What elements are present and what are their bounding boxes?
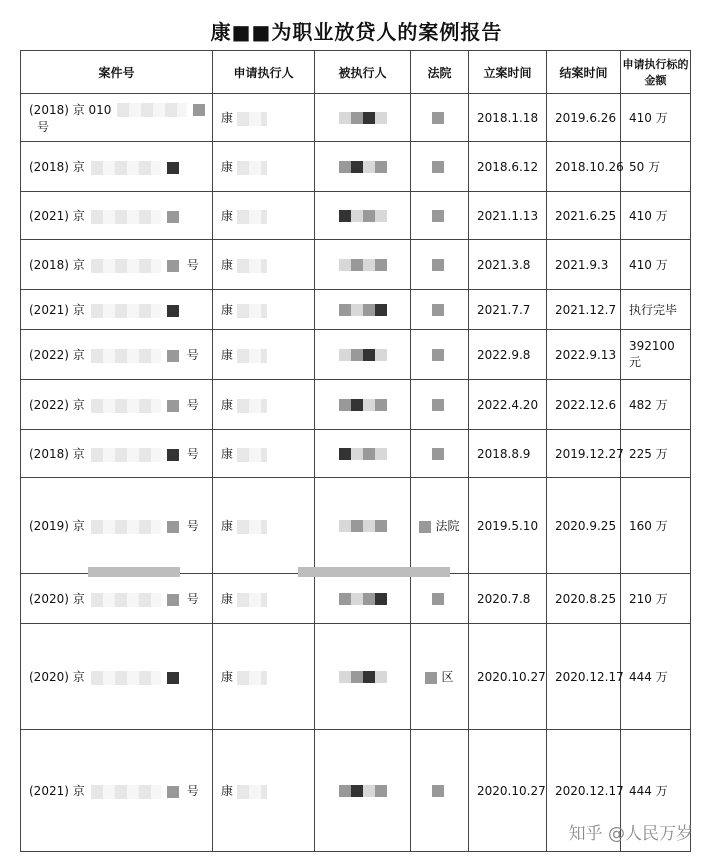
filed-date-cell: 2020.7.8 [469, 574, 547, 624]
applicant-text: 康 [221, 258, 234, 272]
redacted-block [339, 785, 351, 797]
respondent-cell [315, 624, 411, 730]
redacted-block [363, 349, 375, 361]
closed-date-cell: 2020.12.17 [547, 624, 621, 730]
applicant-cell [213, 240, 315, 290]
redacted-block [167, 594, 179, 606]
redacted-block [375, 349, 387, 361]
respondent-redacted [339, 592, 387, 606]
filed-date-cell: 2019.5.10 [469, 478, 547, 574]
applicant-text: 康 [221, 447, 234, 461]
respondent-cell [315, 290, 411, 330]
redacted-block [375, 399, 387, 411]
redacted-block [363, 785, 375, 797]
filed-date-cell: 2022.4.20 [469, 380, 547, 430]
redacted-block [351, 210, 363, 222]
filed-date-cell: 2018.6.12 [469, 142, 547, 192]
redacted-block [237, 593, 267, 607]
respondent-redacted [339, 258, 387, 272]
redacted-block [237, 210, 267, 224]
case-number-text: (2018) 京 010 [29, 102, 112, 117]
respondent-redacted [339, 398, 387, 412]
amount-cell: 392100 元 [621, 330, 691, 380]
redacted-block [375, 520, 387, 532]
table-row [21, 574, 691, 624]
redacted-block [237, 399, 267, 413]
redacted-block [351, 671, 363, 683]
case-number-suffix: 号 [186, 447, 199, 461]
court-cell [411, 430, 469, 478]
applicant-cell [213, 730, 315, 852]
redacted-block [432, 112, 444, 124]
closed-date-cell: 2022.9.13 [547, 330, 621, 380]
redacted-block [91, 593, 161, 607]
applicant-text: 康 [221, 592, 234, 606]
redacted-block [351, 259, 363, 271]
redacted-block [375, 785, 387, 797]
respondent-redacted [339, 160, 387, 174]
amount-cell: 444 万 [621, 730, 691, 852]
amount-cell: 执行完毕 [621, 290, 691, 330]
applicant-cell [213, 624, 315, 730]
case-number-text: (2022) 京 [29, 348, 85, 362]
case-number-text: (2021) 京 [29, 784, 85, 798]
redacted-block [351, 349, 363, 361]
redacted-block [363, 112, 375, 124]
redacted-block [339, 210, 351, 222]
redacted-block [91, 304, 161, 318]
amount-cell: 225 万 [621, 430, 691, 478]
redacted-block [167, 449, 179, 461]
redacted-block [363, 259, 375, 271]
redacted-block [375, 448, 387, 460]
amount-cell: 50 万 [621, 142, 691, 192]
redacted-block [351, 593, 363, 605]
redacted-block [91, 520, 161, 534]
filed-date-cell: 2022.9.8 [469, 330, 547, 380]
watermark: 知乎 @人民万岁 [568, 824, 693, 844]
case-number-text: (2020) 京 [29, 670, 85, 684]
case-number-text: (2018) 京 [29, 160, 85, 174]
redacted-block [363, 210, 375, 222]
closed-date-cell: 2021.12.7 [547, 290, 621, 330]
redacted-block [375, 259, 387, 271]
court-cell [411, 730, 469, 852]
applicant-text: 康 [221, 398, 234, 412]
redacted-block [193, 104, 205, 116]
redacted-block [167, 305, 179, 317]
redacted-block [363, 399, 375, 411]
applicant-cell [213, 380, 315, 430]
respondent-cell [315, 730, 411, 852]
redacted-block [363, 671, 375, 683]
applicant-cell [213, 94, 315, 142]
applicant-text: 康 [221, 303, 234, 317]
respondent-cell [315, 330, 411, 380]
case-number-suffix: 号 [186, 258, 199, 272]
applicant-text: 康 [221, 670, 234, 684]
amount-cell: 410 万 [621, 192, 691, 240]
applicant-cell [213, 192, 315, 240]
redacted-block [432, 304, 444, 316]
redacted-block [237, 671, 267, 685]
redacted-block [167, 162, 179, 174]
redacted-block [432, 399, 444, 411]
amount-cell: 482 万 [621, 380, 691, 430]
case-number-suffix: 号 [186, 348, 199, 362]
redacted-block [117, 103, 187, 117]
closed-date-cell: 2019.6.26 [547, 94, 621, 142]
case-number-text: (2018) 京 [29, 447, 85, 461]
respondent-redacted [339, 209, 387, 223]
case-number-suffix: 号 [186, 784, 199, 798]
redacted-block [339, 112, 351, 124]
redacted-block [91, 349, 161, 363]
applicant-text: 康 [221, 784, 234, 798]
respondent-redacted [339, 670, 387, 684]
redacted-block [432, 448, 444, 460]
filed-date-cell: 2021.7.7 [469, 290, 547, 330]
redacted-block [167, 211, 179, 223]
redacted-block [237, 520, 267, 534]
court-cell [411, 330, 469, 380]
applicant-cell [213, 478, 315, 574]
respondent-cell [315, 142, 411, 192]
case-number-cell [21, 192, 213, 240]
table-row [21, 142, 691, 192]
redacted-block [339, 304, 351, 316]
redacted-block [375, 671, 387, 683]
closed-date-cell: 2020.8.25 [547, 574, 621, 624]
redacted-block [91, 399, 161, 413]
applicant-text: 康 [221, 160, 234, 174]
table-row [21, 94, 691, 142]
applicant-cell [213, 142, 315, 192]
redacted-block [91, 210, 161, 224]
amount-cell: 410 万 [621, 240, 691, 290]
redaction-bar-left [88, 567, 180, 577]
case-table [20, 50, 691, 852]
respondent-redacted [339, 519, 387, 533]
respondent-redacted [339, 447, 387, 461]
redacted-block [167, 521, 179, 533]
redacted-block [167, 400, 179, 412]
redacted-block [351, 304, 363, 316]
redacted-block [432, 210, 444, 222]
applicant-text: 康 [221, 519, 234, 533]
case-number-cell [21, 574, 213, 624]
redacted-block [375, 593, 387, 605]
redacted-block [432, 161, 444, 173]
closed-date-cell: 2022.12.6 [547, 380, 621, 430]
table-row [21, 430, 691, 478]
redacted-block [339, 161, 351, 173]
redacted-block [351, 161, 363, 173]
case-number-cell [21, 478, 213, 574]
redacted-block [339, 259, 351, 271]
closed-date-cell: 2019.12.27 [547, 430, 621, 478]
court-text: 法院 [435, 519, 460, 533]
redacted-block [167, 350, 179, 362]
header-closed-date: 结案时间 [547, 51, 621, 94]
redacted-block [351, 112, 363, 124]
respondent-redacted [339, 784, 387, 798]
table-row [21, 624, 691, 730]
case-number-cell [21, 290, 213, 330]
table-row [21, 290, 691, 330]
redacted-block [351, 399, 363, 411]
table-row [21, 330, 691, 380]
header-respondent: 被执行人 [315, 51, 411, 94]
court-cell [411, 142, 469, 192]
redacted-block [91, 259, 161, 273]
table-row [21, 478, 691, 574]
redacted-block [351, 785, 363, 797]
applicant-cell [213, 330, 315, 380]
applicant-text: 康 [221, 348, 234, 362]
redacted-block [237, 304, 267, 318]
redacted-block [339, 349, 351, 361]
redacted-block [167, 260, 179, 272]
redacted-block [363, 304, 375, 316]
case-number-suffix: 号 [186, 398, 199, 412]
redacted-block [425, 672, 437, 684]
applicant-cell [213, 290, 315, 330]
case-number-text: (2021) 京 [29, 209, 85, 223]
case-number-text: (2021) 京 [29, 303, 85, 317]
redacted-block [363, 448, 375, 460]
redacted-block [339, 671, 351, 683]
redacted-block [375, 112, 387, 124]
court-cell [411, 240, 469, 290]
redacted-block [237, 785, 267, 799]
case-number-text: (2022) 京 [29, 398, 85, 412]
applicant-text: 康 [221, 209, 234, 223]
court-cell [411, 478, 469, 574]
document-title: 康■■为职业放贷人的案例报告 [210, 20, 503, 44]
header-applicant: 申请执行人 [213, 51, 315, 94]
redacted-block [432, 259, 444, 271]
header-amount: 申请执行标的金额 [621, 51, 691, 94]
case-number-cell [21, 430, 213, 478]
closed-date-cell: 2021.9.3 [547, 240, 621, 290]
redacted-block [167, 786, 179, 798]
header-filed-date: 立案时间 [469, 51, 547, 94]
redacted-block [351, 520, 363, 532]
table-row [21, 240, 691, 290]
case-number-cell [21, 330, 213, 380]
court-cell [411, 574, 469, 624]
redacted-block [91, 161, 161, 175]
filed-date-cell: 2020.10.27 [469, 624, 547, 730]
respondent-cell [315, 574, 411, 624]
redacted-block [237, 161, 267, 175]
applicant-text: 康 [221, 111, 234, 125]
redacted-block [91, 785, 161, 799]
case-number-cell [21, 730, 213, 852]
case-number-suffix: 号 [186, 519, 199, 533]
applicant-cell [213, 574, 315, 624]
case-number-cell [21, 624, 213, 730]
redacted-block [432, 593, 444, 605]
amount-cell: 444 万 [621, 624, 691, 730]
filed-date-cell: 2021.1.13 [469, 192, 547, 240]
redacted-block [237, 448, 267, 462]
redacted-block [339, 448, 351, 460]
redacted-block [339, 520, 351, 532]
table-header-row [21, 51, 691, 94]
respondent-cell [315, 94, 411, 142]
respondent-cell [315, 240, 411, 290]
court-cell [411, 94, 469, 142]
redacted-block [351, 448, 363, 460]
filed-date-cell: 2021.3.8 [469, 240, 547, 290]
case-number-cell [21, 142, 213, 192]
court-cell [411, 624, 469, 730]
redaction-bar-right [298, 567, 450, 577]
case-number-cell [21, 240, 213, 290]
redacted-block [363, 520, 375, 532]
amount-cell: 160 万 [621, 478, 691, 574]
court-cell [411, 290, 469, 330]
redacted-block [339, 593, 351, 605]
redacted-block [375, 210, 387, 222]
amount-cell: 410 万 [621, 94, 691, 142]
amount-cell: 210 万 [621, 574, 691, 624]
closed-date-cell: 2021.6.25 [547, 192, 621, 240]
redacted-block [432, 349, 444, 361]
redacted-block [91, 448, 161, 462]
case-number-suffix: 号 [186, 592, 199, 606]
case-number-cell [21, 94, 213, 142]
closed-date-cell: 2020.12.17 [547, 730, 621, 852]
redacted-block [375, 304, 387, 316]
respondent-cell [315, 192, 411, 240]
court-cell [411, 192, 469, 240]
redacted-block [91, 671, 161, 685]
filed-date-cell: 2020.10.27 [469, 730, 547, 852]
closed-date-cell: 2018.10.26 [547, 142, 621, 192]
redacted-block [375, 161, 387, 173]
redacted-block [237, 349, 267, 363]
case-number-text: (2018) 京 [29, 258, 85, 272]
filed-date-cell: 2018.8.9 [469, 430, 547, 478]
respondent-cell [315, 430, 411, 478]
respondent-redacted [339, 111, 387, 125]
case-number-text: (2019) 京 [29, 519, 85, 533]
respondent-redacted [339, 348, 387, 362]
court-cell [411, 380, 469, 430]
redacted-block [363, 161, 375, 173]
redacted-block [432, 785, 444, 797]
case-number-suffix: 号 [37, 119, 50, 134]
redacted-block [339, 399, 351, 411]
redacted-block [167, 672, 179, 684]
respondent-cell [315, 478, 411, 574]
redacted-block [237, 259, 267, 273]
closed-date-cell: 2020.9.25 [547, 478, 621, 574]
redacted-block [363, 593, 375, 605]
redacted-block [419, 521, 431, 533]
applicant-cell [213, 430, 315, 478]
respondent-redacted [339, 303, 387, 317]
court-text: 区 [441, 670, 454, 684]
header-court: 法院 [411, 51, 469, 94]
redacted-block [237, 112, 267, 126]
case-number-text: (2020) 京 [29, 592, 85, 606]
table-row [21, 192, 691, 240]
case-number-cell [21, 380, 213, 430]
table-row [21, 380, 691, 430]
header-case-number: 案件号 [21, 51, 213, 94]
filed-date-cell: 2018.1.18 [469, 94, 547, 142]
respondent-cell [315, 380, 411, 430]
